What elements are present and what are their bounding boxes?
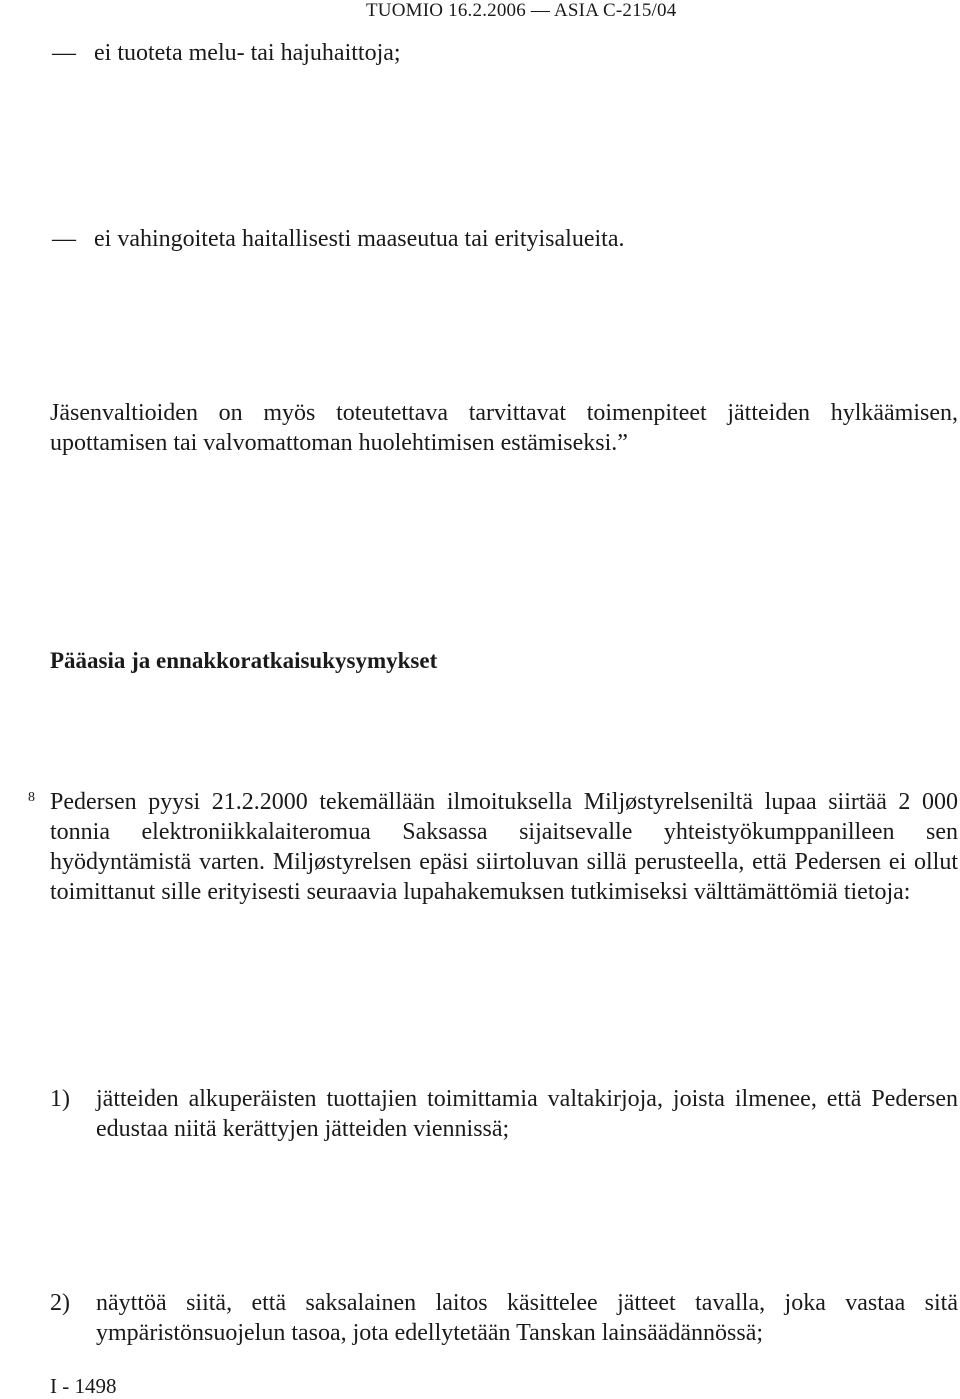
page-number: I - 1498 [50,1374,117,1398]
running-header: TUOMIO 16.2.2006 — ASIA C-215/04 [366,0,677,21]
bullet-dash: — [52,40,76,66]
list-item-text: jätteiden alkuperäisten tuottajien toimittamia valtakirjoja, joista ilmenee, että Pedersen edustaa niitä kerättyjen jätteiden viennissä; [96,1086,958,1142]
bullet-item-noise [52,40,401,67]
bullet-dash: — [52,226,76,252]
list-item-number: 1) [50,1086,70,1112]
paragraph-8-text: Pedersen pyysi 21.2.2000 tekemällään ilmoituksella Miljøstyrelseniltä lupaa siirtää 2 000 tonnia elektroniikkalaiteromua Saksassa sijaitsevalle yhteistyökumppanilleen sen hyödyntämistä varten. Miljøstyrelsen epäsi siirtoluvan sillä perusteella, että Pedersen ei ollut toimittanut sille erityisesti seuraavia lupahakemuksen tutkimiseksi välttämättömiä tietoja: [50,789,958,905]
list-item-number: 2) [50,1290,70,1316]
bullet-item-countryside [52,226,624,253]
section-heading: Pääasia ja ennakkoratkaisukysymykset [50,648,438,673]
list-item-2 [50,1288,958,1348]
bullet-text: ei vahingoiteta haitallisesti maaseutua tai erityisalueita. [94,226,625,252]
bullet-text: ei tuoteta melu- tai hajuhaittoja; [94,40,401,66]
paragraph-number: 8 [28,790,35,805]
paragraph-member-states: Jäsenvaltioiden on myös toteutettava tarvittavat toimenpiteet jätteiden hylkäämisen, upottamisen tai valvomattoman huolehtimisen estämiseksi.” [50,400,958,456]
list-item-1 [50,1084,958,1144]
list-item-text: näyttöä siitä, että saksalainen laitos käsittelee jätteet tavalla, joka vastaa sitä ympäristönsuojelun tasoa, jota edellytetään Tanskan lainsäädännössä; [96,1290,958,1346]
